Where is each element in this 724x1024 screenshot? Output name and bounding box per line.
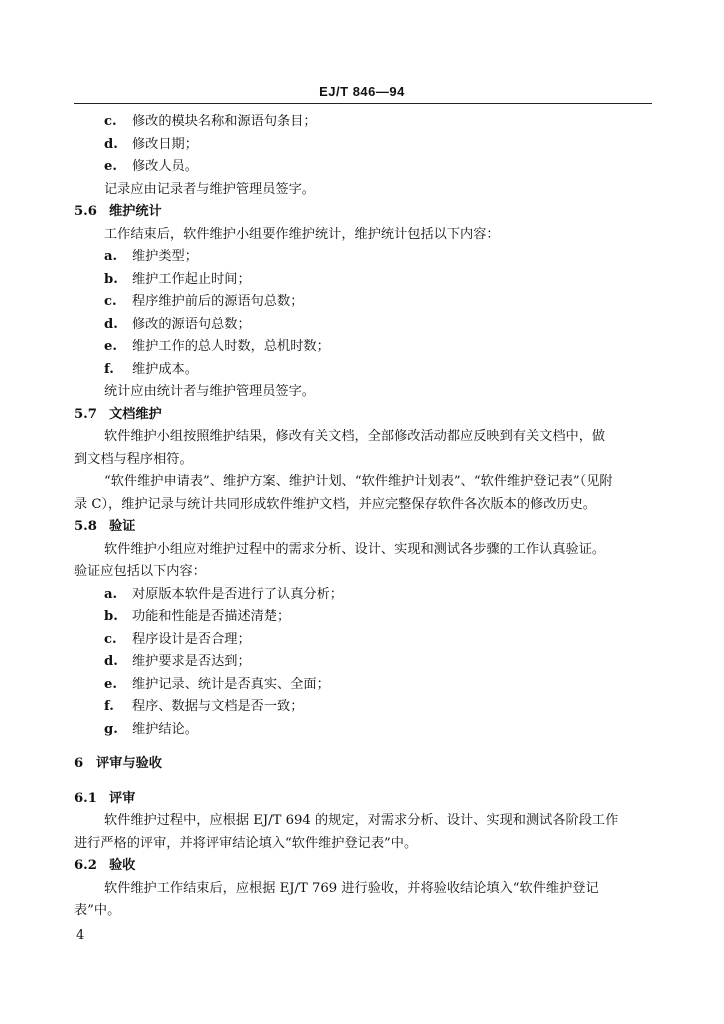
paragraph: 记录应由记录者与维护管理员签字。 <box>104 181 315 197</box>
list-marker: f. <box>104 361 114 377</box>
list-text: 维护要求是否达到； <box>132 654 251 669</box>
list-text: 维护记录、统计是否真实、全面； <box>132 676 330 692</box>
section-title: 评审 <box>109 790 136 806</box>
list-item <box>0 629 724 652</box>
paragraph-line: 进行严格的评审，并将评审结论填入“软件维护登记表”中。 <box>74 835 418 851</box>
list-text: 对原版本软件是否进行了认真分析； <box>132 586 343 602</box>
paragraph: 工作结束后，软件维护小组要作维护统计，维护统计包括以下内容： <box>104 226 500 242</box>
section-heading-6-1 <box>74 788 724 811</box>
list-item <box>0 156 724 179</box>
section-heading-6-2 <box>74 855 724 878</box>
list-marker: d. <box>104 654 118 669</box>
list-text: 修改日期； <box>132 136 198 152</box>
section-number: 5.6 <box>74 204 97 219</box>
section-title: 文档维护 <box>109 406 162 422</box>
paragraph-line: 软件维护小组按照维护结果，修改有关文档，全部修改活动都应反映到有关文档中，做 <box>104 429 606 444</box>
list-item <box>0 134 724 157</box>
list-marker: d. <box>104 316 118 332</box>
list-marker: d. <box>104 136 118 152</box>
list-text: 修改的模块名称和源语句条目； <box>132 114 317 129</box>
list-marker: a. <box>104 249 118 264</box>
chapter-heading-6 <box>74 753 724 776</box>
list-item <box>0 359 724 382</box>
list-item <box>0 336 724 359</box>
list-item <box>0 674 724 697</box>
paragraph-line: 软件维护工作结束后，应根据 EJ/T 769 进行验收，并将验收结论填入“软件维护登记 <box>104 880 599 896</box>
header-rule <box>74 103 652 104</box>
list-text: 程序、数据与文档是否一致； <box>132 699 304 714</box>
section-title: 维护统计 <box>109 204 162 219</box>
list-marker: g. <box>104 721 118 737</box>
paragraph-line: 到文档与程序相符。 <box>74 451 193 467</box>
list-item <box>0 314 724 337</box>
spacer <box>0 776 724 788</box>
list-item <box>0 246 724 269</box>
list-marker: c. <box>104 294 117 309</box>
paragraph-line: 软件维护小组应对维护过程中的需求分析、设计、实现和测试各步骤的工作认真验证。 <box>104 541 606 557</box>
paragraph-line: 验证应包括以下内容： <box>74 564 206 579</box>
chapter-number: 6 <box>74 756 84 771</box>
list-text: 程序设计是否合理； <box>132 631 251 647</box>
section-heading-5-7 <box>74 404 724 427</box>
list-item <box>0 584 724 607</box>
section-title: 验证 <box>109 519 136 534</box>
list-item <box>0 719 724 742</box>
list-marker: e. <box>104 676 117 692</box>
section-number: 5.7 <box>74 406 97 422</box>
paragraph-line: “软件维护申请表”、维护方案、维护计划、“软件维护计划表”、“软件维护登记表”（见附 <box>104 474 613 489</box>
list-text: 程序维护前后的源语句总数； <box>132 294 304 309</box>
section-number: 6.1 <box>74 790 97 806</box>
list-item <box>0 269 724 292</box>
list-text: 维护类型； <box>132 249 198 264</box>
list-item <box>0 651 724 674</box>
section-number: 5.8 <box>74 519 97 534</box>
page-number: 4 <box>76 928 85 943</box>
paragraph-line: 表”中。 <box>74 903 121 918</box>
list-item <box>0 696 724 719</box>
list-marker: b. <box>104 609 118 624</box>
standard-code: EJ/T 846—94 <box>319 84 405 99</box>
list-marker: c. <box>104 114 117 129</box>
chapter-title: 评审与验收 <box>96 756 162 771</box>
list-text: 维护工作的总人时数，总机时数； <box>132 339 330 354</box>
list-text: 维护工作起止时间； <box>132 271 251 287</box>
list-marker: b. <box>104 271 118 287</box>
list-text: 维护结论。 <box>132 721 198 737</box>
list-marker: e. <box>104 339 117 354</box>
paragraph-line: 录 C），维护记录与统计共同形成软件维护文档，并应完整保存软件各次版本的修改历史。 <box>74 496 596 512</box>
section-heading-5-6 <box>74 201 724 224</box>
section-number: 6.2 <box>74 858 97 873</box>
spacer <box>0 741 724 753</box>
list-text: 修改的源语句总数； <box>132 316 251 332</box>
list-marker: f. <box>104 699 114 714</box>
paragraph: 统计应由统计者与维护管理员签字。 <box>104 384 315 399</box>
list-text: 功能和性能是否描述清楚； <box>132 609 291 624</box>
list-marker: c. <box>104 631 117 647</box>
page-content <box>0 111 724 923</box>
list-item <box>0 606 724 629</box>
section-title: 验收 <box>109 858 136 873</box>
list-text: 修改人员。 <box>132 159 198 174</box>
list-marker: e. <box>104 159 117 174</box>
list-item <box>0 111 724 134</box>
section-heading-5-8 <box>74 516 724 539</box>
list-marker: a. <box>104 586 118 602</box>
list-item <box>0 291 724 314</box>
list-text: 维护成本。 <box>132 361 198 377</box>
paragraph-line: 软件维护过程中，应根据 EJ/T 694 的规定，对需求分析、设计、实现和测试各阶段工作 <box>104 813 619 828</box>
